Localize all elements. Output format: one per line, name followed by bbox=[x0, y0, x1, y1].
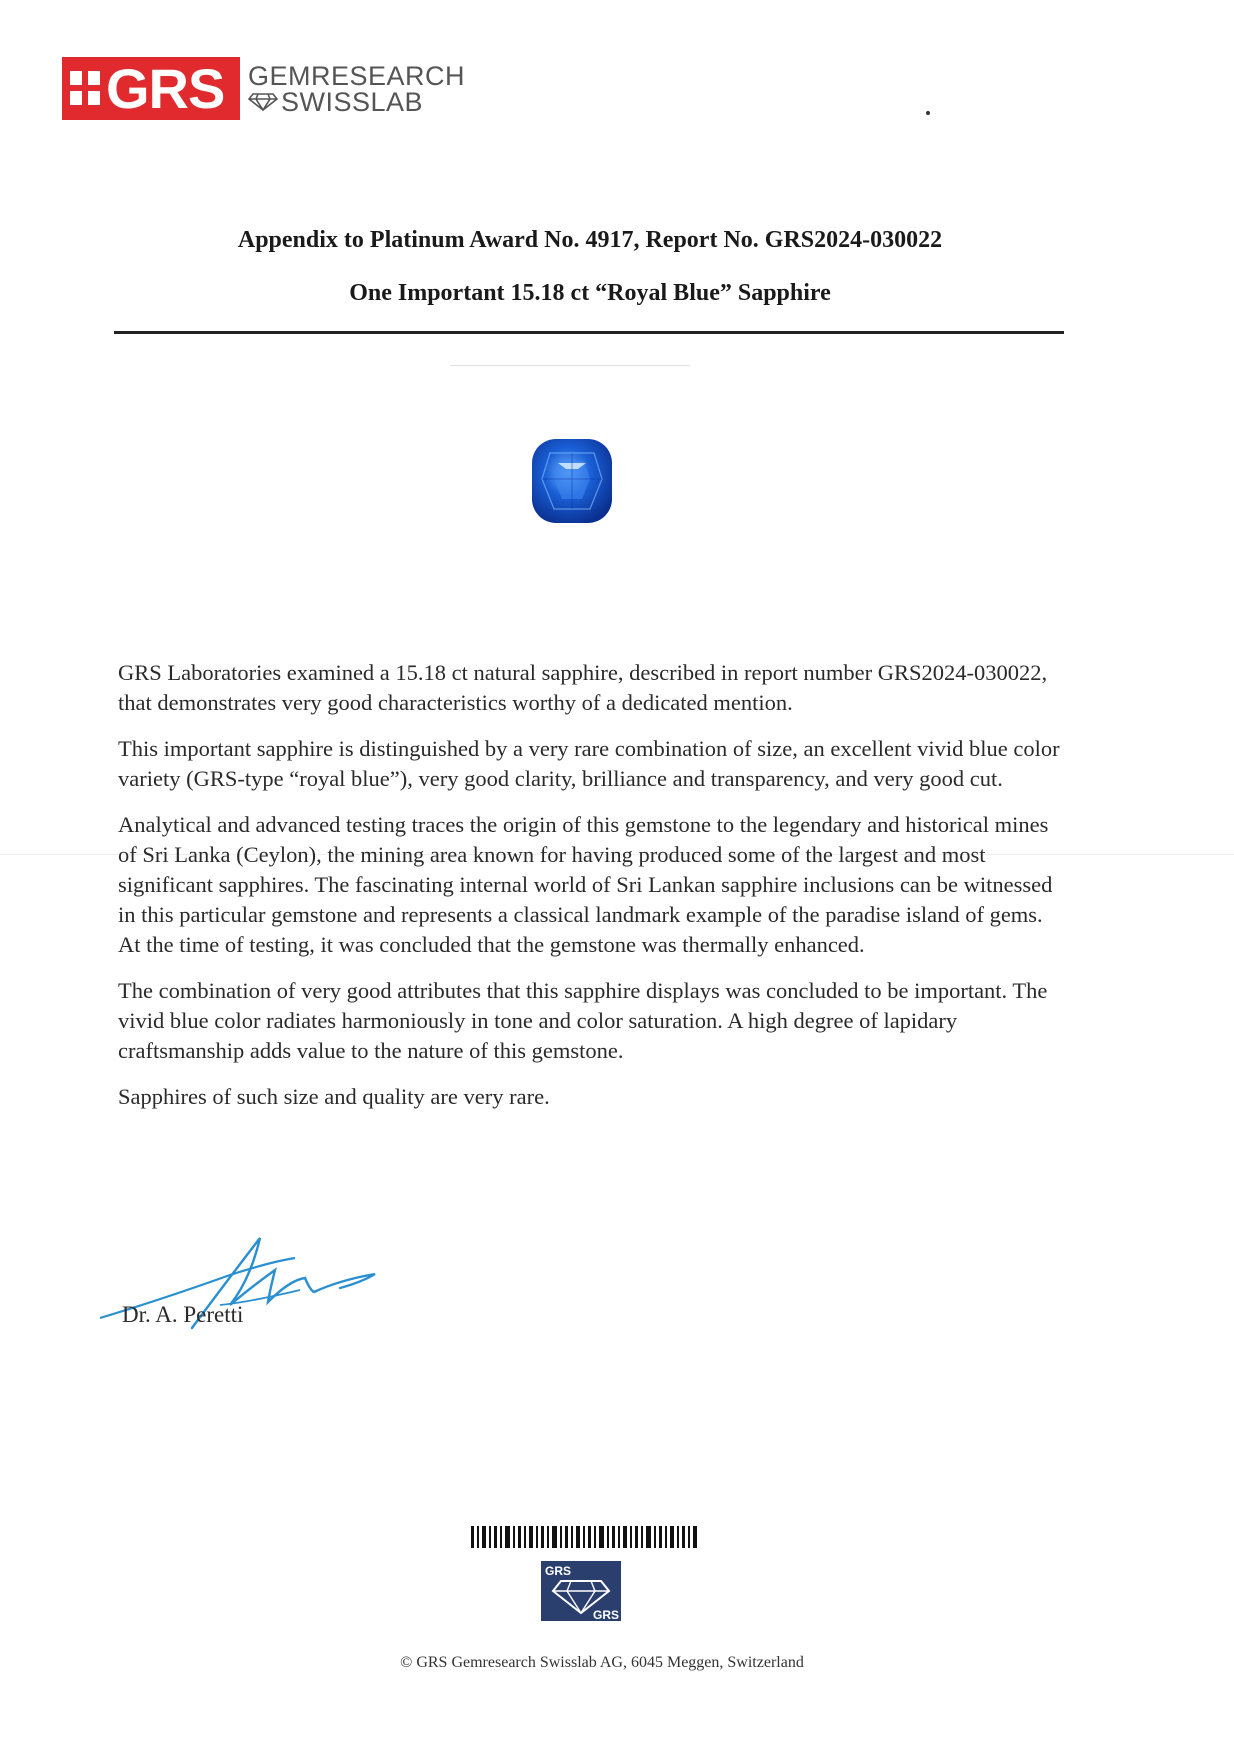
document-title: Appendix to Platinum Award No. 4917, Report No. GRS2024-030022 bbox=[237, 227, 943, 253]
logo-line1: GEMRESEARCH bbox=[248, 60, 466, 91]
paragraph: This important sapphire is distinguished by a very rare combination of size, an excellent vivid blue color variety (GRS-type “royal blue”), very good clarity, brilliance and transparency, and very good cut. bbox=[118, 736, 1060, 791]
logo-wordmark bbox=[248, 60, 466, 117]
logo-brand: GRS bbox=[106, 57, 225, 120]
paragraph: Sapphires of such size and quality are very rare. bbox=[118, 1084, 550, 1109]
grs-logo-badge bbox=[62, 57, 240, 120]
svg-text:GRS: GRS bbox=[593, 1608, 620, 1621]
diamond-icon bbox=[248, 93, 278, 111]
title-divider bbox=[114, 331, 1064, 334]
sapphire-cushion-icon bbox=[530, 437, 614, 525]
grs-logo bbox=[62, 57, 465, 120]
grs-hologram-seal bbox=[541, 1561, 621, 1621]
paragraph: Analytical and advanced testing traces the origin of this gemstone to the legendary and historical mines of Sri Lanka (Ceylon), the mining area known for having produced some of the largest and most significant sapphires. The fascinating internal world of Sri Lankan sapphire inclusions can be witnessed in this particular gemstone and represents a classical landmark example of the paradise island of gems. At the time of testing, it was concluded that the gemstone was thermally enhanced. bbox=[118, 812, 1053, 957]
footer-copyright: © GRS Gemresearch Swisslab AG, 6045 Meggen, Switzerland bbox=[400, 1654, 804, 1671]
logo-line2: SWISSLAB bbox=[281, 86, 424, 117]
paragraph: GRS Laboratories examined a 15.18 ct natural sapphire, described in report number GRS2024-030022, that demonstrates very good characteristics worthy of a dedicated mention. bbox=[118, 660, 1048, 715]
paragraph: The combination of very good attributes that this sapphire displays was concluded to be important. The vivid blue color radiates harmoniously in tone and color saturation. A high degree of lapidary craftsmanship adds value to the nature of this gemstone. bbox=[118, 978, 1048, 1063]
faint-divider bbox=[450, 365, 690, 366]
swiss-cross-icon bbox=[70, 71, 100, 105]
scan-speck bbox=[926, 111, 930, 115]
svg-text:GRS: GRS bbox=[545, 1564, 572, 1578]
barcode bbox=[471, 1526, 699, 1548]
body-text bbox=[118, 658, 1068, 1128]
document-subtitle: One Important 15.18 ct “Royal Blue” Sapphire bbox=[349, 280, 831, 306]
signatory-name: Dr. A. Peretti bbox=[122, 1302, 244, 1327]
